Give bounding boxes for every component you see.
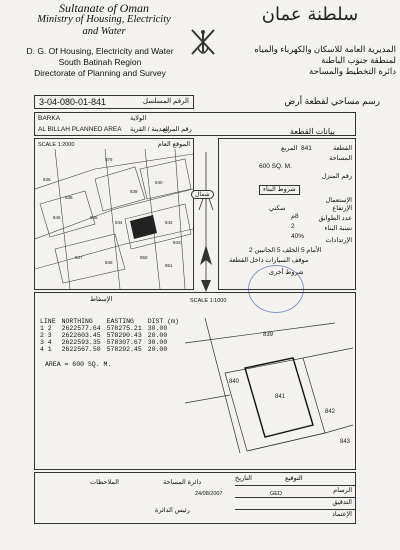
footer-divider [235, 497, 355, 498]
house-number-label: رقم المنزل [321, 173, 352, 180]
location-label: الموقع العام [157, 141, 190, 148]
header-line: المديرية العامة للاسكان والكهرباء والمياه [254, 44, 396, 54]
projection-drawing [185, 313, 355, 468]
table-cell: 2622577.64 [61, 325, 101, 332]
coverage-label: نسبة البناء [324, 225, 352, 232]
setbacks-values: الأمام 5 الخلف 5 الجانبين 2 [249, 247, 322, 254]
survey-dept-label: دائرة المساحة [163, 479, 202, 486]
header-line: Sultanate of Oman [59, 1, 149, 15]
serial-label: الرقم المسلسل [142, 98, 189, 105]
header-line: and Water [82, 26, 126, 37]
wilayat-label: الولاية [130, 115, 147, 122]
table-cell: 578290.43 [106, 332, 142, 339]
drawn-by: GED [270, 491, 282, 497]
table-cell: 2622567.50 [61, 346, 101, 353]
area-value: 600 SQ. M. [259, 163, 292, 170]
table-cell: 1 2 [40, 325, 52, 332]
footer-section [34, 472, 356, 524]
document-title: رسم مساحي لقطعة أرض [284, 96, 380, 106]
parcel-label: 850 [140, 255, 148, 260]
coverage-value: 40% [291, 233, 305, 240]
parcel-label: 840 [155, 180, 163, 185]
floors-label: عدد الطوابق [318, 215, 352, 222]
header-line: Ministry of Housing, Electricity [37, 14, 171, 25]
height-label: الإرتفاع [332, 205, 352, 212]
parcel-label: 851 [165, 263, 173, 268]
parcel-label: 841 [275, 394, 286, 400]
parking-note: موقف السيارات داخل القطعة [229, 257, 309, 264]
date-value: 24/08/2007 [195, 491, 223, 497]
location-map-drawing [35, 149, 193, 289]
projection-scale: SCALE 1:1000 [190, 298, 227, 304]
parcel-label: 839 [130, 189, 138, 194]
table-cell: 3 4 [40, 339, 52, 346]
projection-label: الإسقاط [90, 296, 113, 303]
parcel-label: 839 [263, 332, 274, 338]
plot-number: 841 [301, 145, 312, 152]
parcel-label: 840 [229, 379, 240, 385]
parcel-label: 844 [115, 220, 123, 225]
table-row [37, 339, 182, 346]
location-scale: SCALE 1:2000 [38, 142, 75, 148]
drawn-label: الرسام [333, 487, 352, 494]
parcel-label: 842 [165, 220, 173, 225]
header-line: لمنطقة جنوب الباطنة [321, 55, 396, 65]
table-row [37, 332, 182, 339]
header-line: دائرة التخطيط والمساحة [309, 66, 396, 76]
table-cell: 578275.21 [106, 325, 142, 332]
table-cell: 30.00 [147, 325, 168, 332]
serial-number: 3-04-080-01-841 [39, 97, 107, 107]
sketch-label: رقم المربع [163, 126, 192, 133]
area-name-value: AL BILLAH PLANNED AREA [38, 126, 122, 133]
remarks-label: الملاحظات [90, 479, 119, 486]
parcel-label: 835 [43, 177, 51, 182]
table-cell: 2622593.35 [61, 339, 101, 346]
head-of-dept-label: رئيس الدائرة [155, 507, 190, 514]
table-cell: 20.00 [147, 332, 168, 339]
signature-label: التوقيع [285, 475, 303, 482]
building-conditions: شروط البناء [259, 185, 300, 195]
area-summary: AREA = 600 SQ. M. [45, 361, 112, 368]
parcel-label: 842 [325, 409, 336, 415]
parcel-label: 845 [90, 215, 98, 220]
height-value: 8م [291, 213, 299, 220]
table-cell: 4 1 [40, 346, 52, 353]
floors-value: 2 [291, 223, 295, 230]
north-arrow-icon [196, 150, 216, 295]
approved-label: الإعتماد [332, 511, 352, 518]
col-header: EASTING [106, 318, 134, 325]
location-map [34, 138, 194, 290]
coordinates-table [37, 318, 182, 353]
projection-section [34, 292, 356, 470]
col-header: DIST (m) [147, 318, 179, 325]
area-label: المساحة [329, 155, 352, 162]
parcel-label: 846 [53, 215, 61, 220]
parcel-label: 838 [65, 195, 73, 200]
checked-label: التدقيق [332, 499, 352, 506]
arabic-calligraphy-logo: سلطنة عمان [261, 4, 359, 25]
table-cell: 2622603.45 [61, 332, 101, 339]
plot-data-section: بيانات القطعة [290, 127, 335, 136]
parcel-label: 843 [340, 439, 351, 445]
header-line: South Batinah Region [58, 57, 142, 67]
col-header: LINE [40, 318, 56, 325]
parcel-label: 841 [139, 227, 147, 232]
square-label: المربع [281, 145, 298, 152]
parcel-label: 848 [105, 260, 113, 265]
date-label: التاريخ [235, 475, 252, 482]
usage-label: الإستعمال [325, 197, 352, 204]
table-header-row [37, 318, 182, 325]
table-cell: 30.00 [147, 339, 168, 346]
usage-value: سكني [269, 205, 286, 212]
serial-number-box [34, 95, 194, 109]
parcel-label: 843 [173, 240, 181, 245]
plot-label: القطعة [332, 145, 352, 152]
table-row [37, 346, 182, 353]
header-line: Directorate of Planning and Survey [34, 68, 166, 78]
table-cell: 578307.67 [106, 339, 142, 346]
table-cell: 20.00 [147, 346, 168, 353]
north-label: شمال [191, 190, 214, 199]
col-header: NORTHING [61, 318, 93, 325]
directorate-en [0, 46, 200, 79]
ministry-name-en [4, 2, 204, 38]
table-row [37, 325, 182, 332]
footer-divider [235, 485, 355, 486]
header-line: D. G. Of Housing, Electricity and Water [26, 46, 174, 56]
other-conditions: شروط أخرى [269, 269, 304, 276]
table-cell: 578292.45 [106, 346, 142, 353]
parcel-label: 847 [75, 255, 83, 260]
table-cell: 2 3 [40, 332, 52, 339]
setbacks-label: الإرتدادات [325, 237, 352, 244]
parcel-label: 876 [105, 157, 113, 162]
area-name-label: المدينة / القرية [130, 126, 170, 133]
footer-divider [235, 509, 355, 510]
directorate-ar [206, 44, 396, 77]
wilayat-value: BARKA [38, 115, 61, 122]
